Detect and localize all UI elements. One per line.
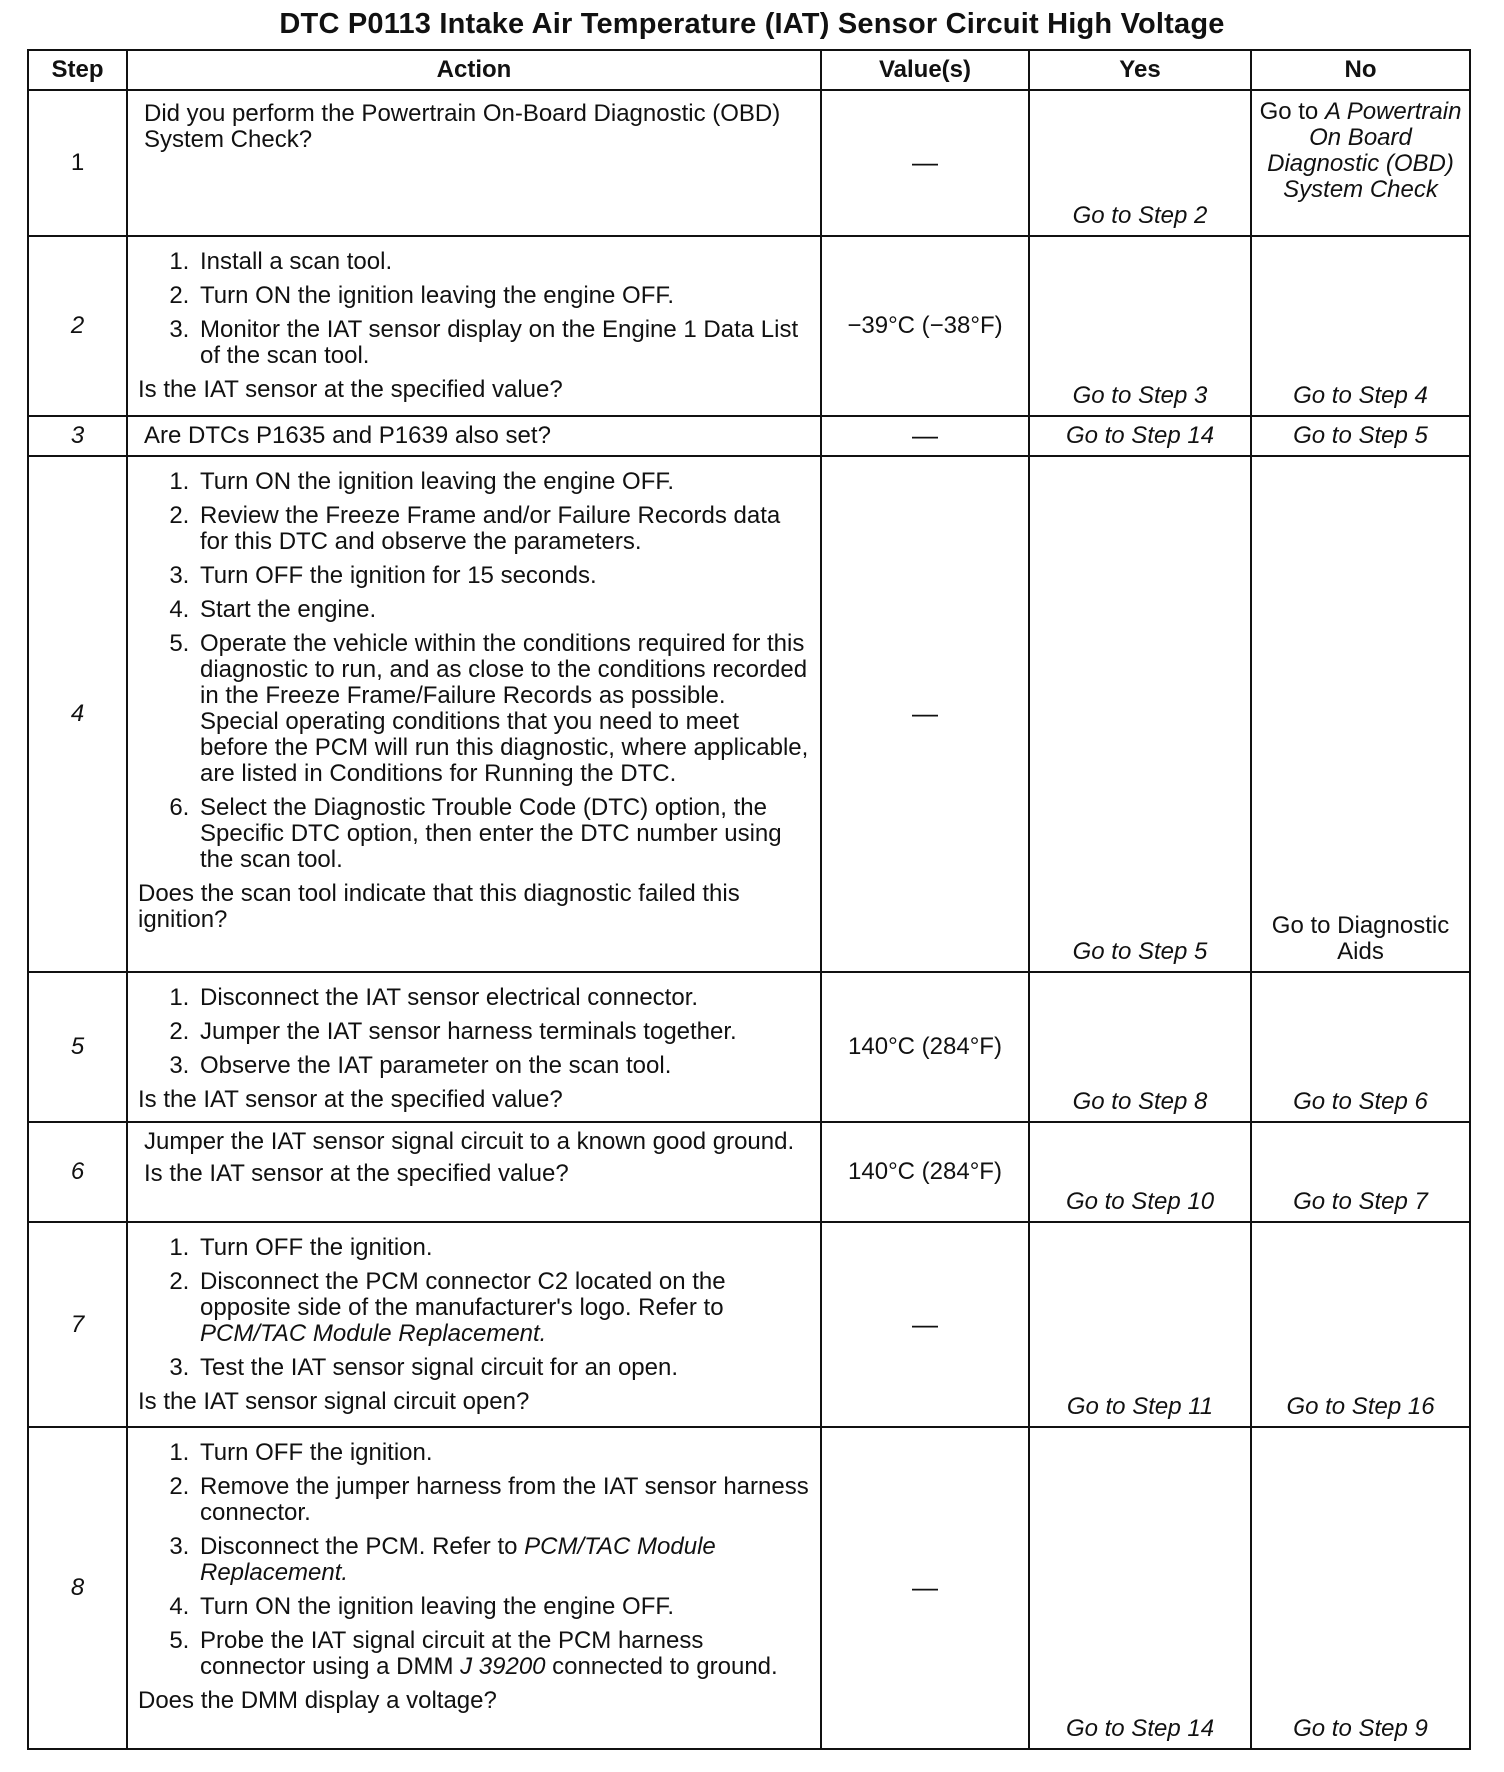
- reference-link[interactable]: PCM/TAC Module Replacement.: [200, 1320, 547, 1347]
- action-step: 3. Test the IAT sensor signal circuit for an open.: [196, 1355, 810, 1381]
- table-row: [28, 1427, 1470, 1749]
- action-steps: [138, 469, 810, 873]
- action-step: [196, 1628, 810, 1680]
- action-question: Does the DMM display a voltage?: [138, 1687, 497, 1714]
- action-question: Is the IAT sensor at the specified value?: [138, 1086, 563, 1113]
- yes-cell: Go to Step 11: [1029, 1222, 1251, 1427]
- header-action: Action: [127, 50, 821, 90]
- table-row: [28, 1222, 1470, 1427]
- header-no: No: [1251, 50, 1470, 90]
- action-step-text: connected to ground.: [545, 1653, 778, 1680]
- value-cell: [821, 1427, 1029, 1749]
- yes-cell: Go to Step 8: [1029, 972, 1251, 1122]
- step-number: 6: [28, 1122, 127, 1222]
- diagnostic-table: [27, 49, 1471, 1750]
- header-yes: Yes: [1029, 50, 1251, 90]
- step-number: 4: [28, 456, 127, 972]
- table-header-row: [28, 50, 1470, 90]
- step-number: 3: [28, 416, 127, 456]
- table-row: [28, 456, 1470, 972]
- action-step: 4. Start the engine.: [196, 597, 810, 623]
- action-question: Does the scan tool indicate that this diagnostic failed this ignition?: [138, 880, 740, 933]
- yes-cell: Go to Step 14: [1029, 416, 1251, 456]
- tool-number: J 39200: [460, 1653, 546, 1680]
- no-text-prefix: Go to: [1259, 98, 1325, 125]
- no-cell: Go to Step 5: [1251, 416, 1470, 456]
- table-row: [28, 972, 1470, 1122]
- table-row: [28, 416, 1470, 456]
- no-cell: Go to Step 9: [1251, 1427, 1470, 1749]
- action-question: Is the IAT sensor at the specified value?: [138, 376, 563, 403]
- value-cell: [821, 456, 1029, 972]
- value-cell: −39°C (−38°F): [821, 236, 1029, 416]
- action-question: Is the IAT sensor signal circuit open?: [138, 1388, 530, 1415]
- no-cell: [1251, 90, 1470, 236]
- action-steps: [138, 985, 810, 1079]
- table-row: [28, 1122, 1470, 1222]
- action-cell: [127, 1427, 821, 1749]
- action-step-text: Probe the IAT signal circuit at the PCM harness connector using a DMM: [200, 1627, 704, 1680]
- action-cell: [127, 416, 821, 456]
- action-cell: [127, 90, 821, 236]
- action-step: 2. Review the Freeze Frame and/or Failure Records data for this DTC and observe the parameters.: [196, 503, 810, 555]
- action-step: 1. Turn OFF the ignition.: [196, 1235, 810, 1261]
- action-step: 3. Monitor the IAT sensor display on the Engine 1 Data List of the scan tool.: [196, 317, 810, 369]
- action-step: 3. Turn OFF the ignition for 15 seconds.: [196, 563, 810, 589]
- action-cell: [127, 972, 821, 1122]
- value-cell: [821, 90, 1029, 236]
- action-step: 2. Turn ON the ignition leaving the engine OFF.: [196, 283, 810, 309]
- no-cell: Go to Step 16: [1251, 1222, 1470, 1427]
- action-step: 6. Select the Diagnostic Trouble Code (DTC) option, the Specific DTC option, then enter the DTC number using the scan tool.: [196, 795, 810, 873]
- header-step: Step: [28, 50, 127, 90]
- value-text: —: [912, 1308, 938, 1339]
- header-values: Value(s): [821, 50, 1029, 90]
- action-step: 1. Turn ON the ignition leaving the engine OFF.: [196, 469, 810, 495]
- step-number: 7: [28, 1222, 127, 1427]
- action-instruction: Jumper the IAT sensor signal circuit to a known good ground.: [144, 1128, 795, 1155]
- action-steps: [138, 249, 810, 369]
- action-step: 1. Install a scan tool.: [196, 249, 810, 275]
- value-text: —: [912, 698, 938, 728]
- table-row: [28, 90, 1470, 236]
- step-number: 1: [28, 90, 127, 236]
- value-cell: 140°C (284°F): [821, 972, 1029, 1122]
- action-step: [196, 1269, 810, 1347]
- action-step: 1. Turn OFF the ignition.: [196, 1440, 810, 1466]
- action-step: 2. Jumper the IAT sensor harness terminals together.: [196, 1019, 810, 1045]
- reference-link[interactable]: PCM/TAC Module Replacement.: [200, 1533, 716, 1586]
- step-number: 5: [28, 972, 127, 1122]
- yes-cell: Go to Step 3: [1029, 236, 1251, 416]
- no-cell: Go to Step 7: [1251, 1122, 1470, 1222]
- no-cell: Go to Diagnostic Aids: [1251, 456, 1470, 972]
- action-step-text: Disconnect the PCM connector C2 located on the opposite side of the manufacturer's logo. Refer to: [200, 1268, 726, 1321]
- step-number: 2: [28, 236, 127, 416]
- yes-cell: Go to Step 10: [1029, 1122, 1251, 1222]
- action-steps: [138, 1235, 810, 1381]
- no-reference-link[interactable]: A Powertrain On Board Diagnostic (OBD) System Check: [1267, 98, 1462, 203]
- action-cell: [127, 1222, 821, 1427]
- action-cell: [127, 1122, 821, 1222]
- action-question: Are DTCs P1635 and P1639 also set?: [144, 422, 551, 449]
- value-text: —: [912, 147, 938, 177]
- yes-cell: Go to Step 14: [1029, 1427, 1251, 1749]
- action-step: 3. Observe the IAT parameter on the scan tool.: [196, 1053, 810, 1079]
- value-cell: 140°C (284°F): [821, 1122, 1029, 1222]
- value-text: —: [912, 1572, 938, 1602]
- step-number: 8: [28, 1427, 127, 1749]
- action-step: [196, 1534, 810, 1586]
- action-question: Is the IAT sensor at the specified value?: [144, 1160, 569, 1187]
- value-cell: [821, 1222, 1029, 1427]
- value-cell: [821, 416, 1029, 456]
- table-row: [28, 236, 1470, 416]
- action-step: 2. Remove the jumper harness from the IAT sensor harness connector.: [196, 1474, 810, 1526]
- no-cell: Go to Step 4: [1251, 236, 1470, 416]
- page-title: DTC P0113 Intake Air Temperature (IAT) Sensor Circuit High Voltage: [279, 8, 1225, 40]
- action-step-text: Disconnect the PCM. Refer to: [200, 1533, 525, 1560]
- action-step: 5. Operate the vehicle within the conditions required for this diagnostic to run, and as close to the conditions recorded in the Freeze Frame/Failure Records as possible. Special operating conditions that you need to meet before the PCM will run this diagnostic, where applicable, are listed in Conditions for Running the DTC.: [196, 631, 810, 787]
- action-question: Did you perform the Powertrain On-Board Diagnostic (OBD) System Check?: [144, 100, 781, 153]
- action-step: 1. Disconnect the IAT sensor electrical connector.: [196, 985, 810, 1011]
- action-cell: [127, 456, 821, 972]
- action-step: 4. Turn ON the ignition leaving the engine OFF.: [196, 1594, 810, 1620]
- value-text: —: [912, 420, 938, 450]
- yes-cell: Go to Step 5: [1029, 456, 1251, 972]
- action-steps: [138, 1440, 810, 1680]
- no-cell: Go to Step 6: [1251, 972, 1470, 1122]
- yes-cell: Go to Step 2: [1029, 90, 1251, 236]
- action-cell: [127, 236, 821, 416]
